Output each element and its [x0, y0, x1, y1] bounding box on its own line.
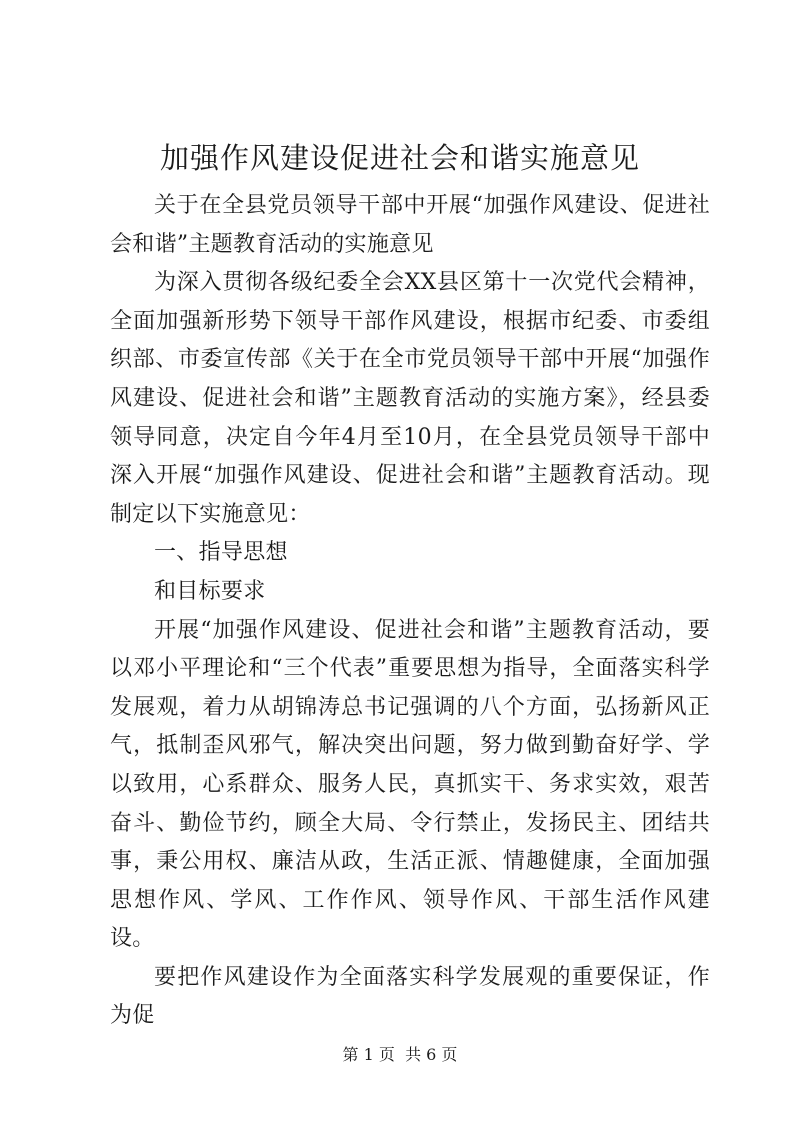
- paragraph-guiding-content: 开展“加强作风建设、促进社会和谐”主题教育活动，要以邓小平理论和“三个代表”重要思想为指导，全面落实科学发展观，着力从胡锦涛总书记强调的八个方面，弘扬新风正气，抵制歪风邪气，解决突出问题，努力做到勤奋好学、学以致用，心系群众、服务人民，真抓实干、务求实效，艰苦奋斗、勤俭节约，顾全大局、令行禁止，发扬民主、团结共事，秉公用权、廉洁从政，生活正派、情趣健康，全面加强思想作风、学风、工作作风、领导作风、干部生活作风建设。: [110, 617, 710, 952]
- section-heading-guiding-ideology: 一、指导思想: [154, 540, 288, 566]
- section-heading-objectives: 和目标要求: [154, 578, 266, 604]
- document-title: 加强作风建设促进社会和谐实施意见: [159, 141, 640, 175]
- paragraph-heading-subtitle: 关于在全县党员领导干部中开展“加强作风建设、促进社会和谐”主题教育活动的实施意见: [110, 193, 710, 257]
- page-number-footer: 第 1 页 共 6 页: [342, 1045, 458, 1064]
- document-body: [110, 187, 710, 1036]
- paragraph-continuation: 要把作风建设作为全面落实科学发展观的重要保证，作为促: [110, 964, 710, 1029]
- paragraph-intro: 为深入贯彻各级纪委全会XX县区第十一次党代会精神，全面加强新形势下领导干部作风建设，根据市纪委、市委组织部、市委宣传部《关于在全市党员领导干部中开展“加强作风建设、促进社会和谐”主题教育活动的实施方案》，经县委领导同意，决定自今年4月至10月，在全县党员领导干部中深入开展“加强作风建设、促进社会和谐”主题教育活动。现制定以下实施意见：: [110, 270, 710, 527]
